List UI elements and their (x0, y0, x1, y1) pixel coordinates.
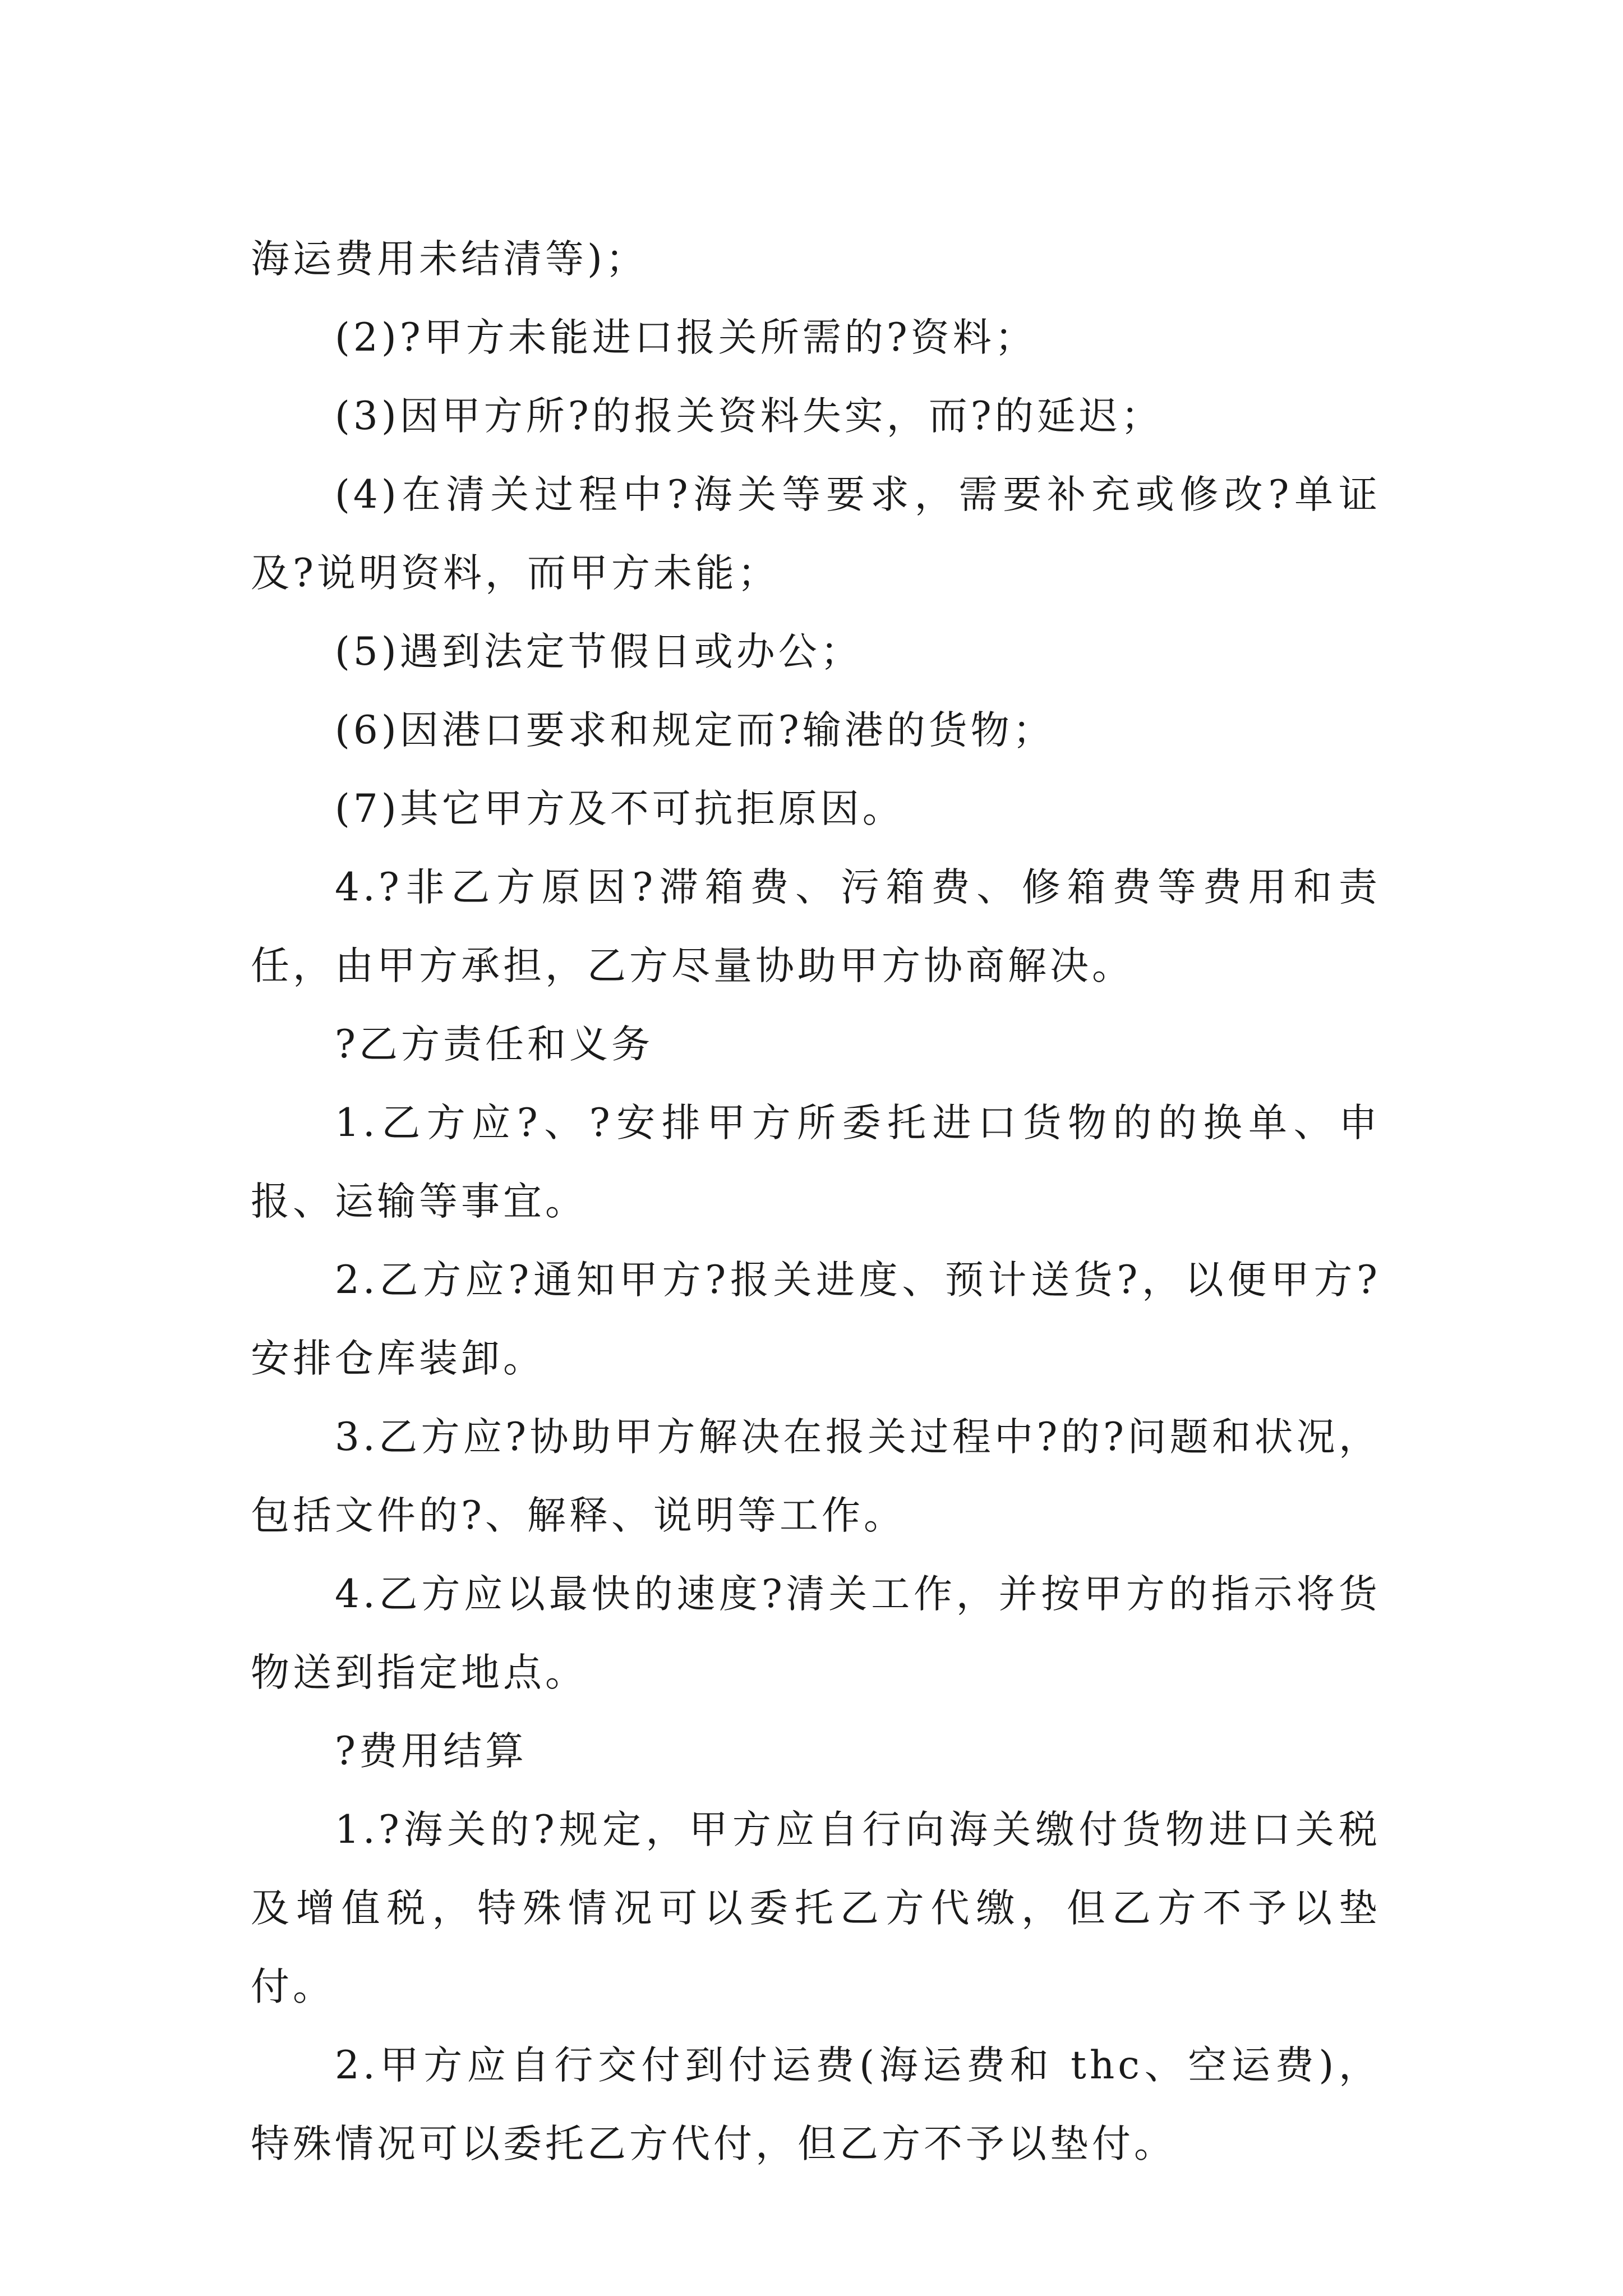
paragraph-continuation: 海运费用未结清等)； (251, 237, 648, 282)
paragraph-fee-1: 1.?海关的?规定，甲方应自行向海关缴付货物进口关税及增值税，特殊情况可以委托乙方代缴，但乙方不予以垫付。 (251, 1807, 1381, 2009)
paragraph-item-2: (2)?甲方未能进口报关所需的?资料； (335, 315, 1037, 360)
section-heading-party-b-duties: ?乙方责任和义务 (335, 1022, 653, 1067)
paragraph-duty-3: 3.乙方应?协助甲方解决在报关过程中?的?问题和状况，包括文件的?、解释、说明等工作。 (251, 1415, 1381, 1538)
paragraph-item-6: (6)因港口要求和规定而?输港的货物； (335, 708, 1055, 753)
paragraph-item-4: (4)在清关过程中?海关等要求，需要补充或修改?单证及?说明资料，而甲方未能； (251, 472, 1381, 596)
paragraph-clause-4: 4.?非乙方原因?滞箱费、污箱费、修箱费等费用和责任，由甲方承担，乙方尽量协助甲方协商解决。 (251, 865, 1381, 988)
paragraph-duty-2: 2.乙方应?通知甲方?报关进度、预计送货?，以便甲方?安排仓库装卸。 (251, 1258, 1381, 1381)
paragraph-duty-4: 4.乙方应以最快的速度?清关工作，并按甲方的指示将货物送到指定地点。 (251, 1572, 1381, 1695)
paragraph-item-7: (7)其它甲方及不可抗拒原因。 (335, 786, 905, 831)
paragraph-fee-2: 2.甲方应自行交付到付运费(海运费和 thc、空运费)，特殊情况可以委托乙方代付，但乙方不予以垫付。 (251, 2043, 1381, 2166)
paragraph-duty-1: 1.乙方应?、?安排甲方所委托进口货物的的换单、申报、运输等事宜。 (251, 1101, 1381, 1224)
paragraph-item-5: (5)遇到法定节假日或办公； (335, 629, 863, 674)
paragraph-item-3: (3)因甲方所?的报关资料失实，而?的延迟； (335, 394, 1163, 439)
document-body (251, 220, 1381, 2183)
section-heading-fee-settlement: ?费用结算 (335, 1729, 527, 1774)
